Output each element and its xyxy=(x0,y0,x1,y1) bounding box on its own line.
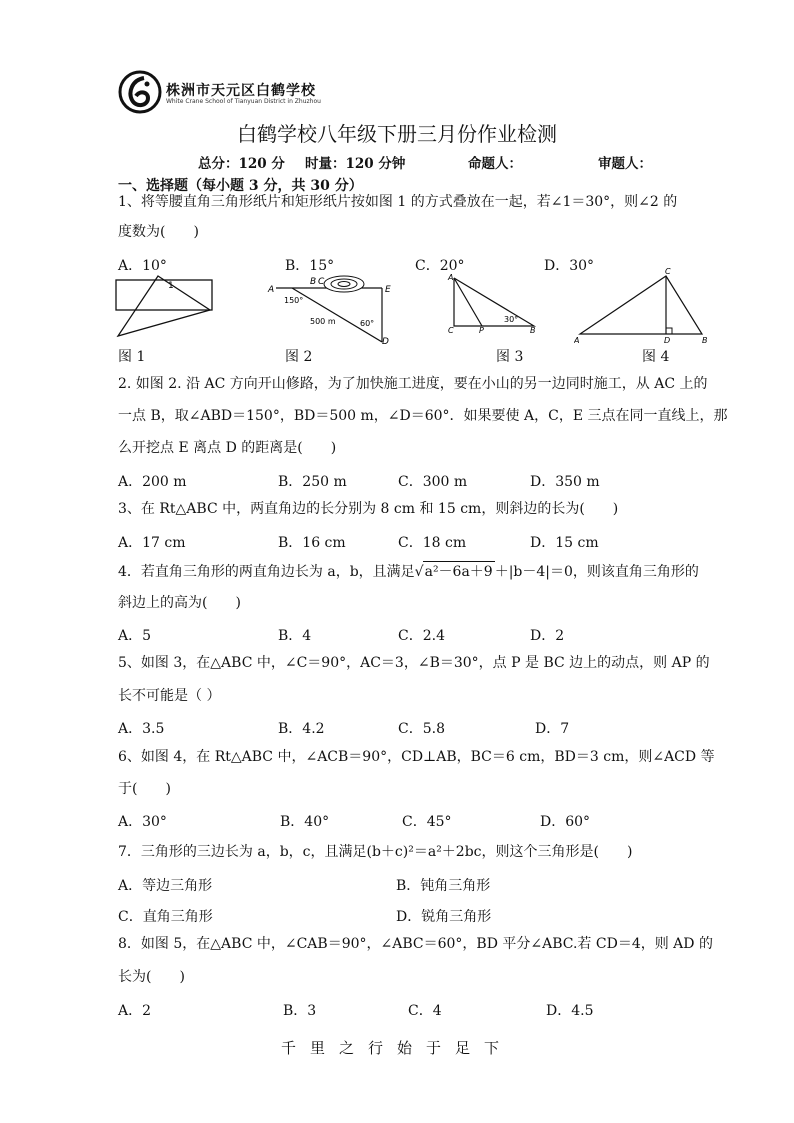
figure-4 xyxy=(574,266,710,346)
q2-option-b: B．250 m xyxy=(278,474,347,490)
q4-option-a: A．5 xyxy=(118,628,152,644)
q7-option-c: C．直角三角形 xyxy=(118,909,213,925)
q4-line2: 斜边上的高为( ) xyxy=(118,595,241,611)
fig4-label-d: D xyxy=(664,336,671,345)
figure-1-angle-label: 1 xyxy=(168,281,174,291)
q1-option-d: D．30° xyxy=(544,258,595,274)
q8-option-c: C．4 xyxy=(408,1003,442,1019)
fig2-angle-b: 150° xyxy=(284,296,304,305)
fig2-label-d: D xyxy=(382,337,389,346)
q7-option-b: B．钝角三角形 xyxy=(396,878,491,894)
q4-option-d: D．2 xyxy=(530,628,565,644)
page-title: 白鹤学校八年级下册三月份作业检测 xyxy=(237,122,557,146)
q5-option-d: D．7 xyxy=(535,721,570,737)
q3-option-c: C．18 cm xyxy=(398,535,467,551)
figure-4-caption: 图 4 xyxy=(642,349,670,365)
fig2-label-a: A xyxy=(268,285,275,295)
q8-option-a: A．2 xyxy=(118,1003,152,1019)
q5-option-c: C．5.8 xyxy=(398,721,445,737)
q6-line2: 于( ) xyxy=(118,781,171,797)
q4-text-post: ＋|b－4|＝0，则该直角三角形的 xyxy=(494,564,699,580)
figure-1-caption: 图 1 xyxy=(118,349,146,365)
fig2-label-e: E xyxy=(385,285,391,295)
q5-option-b: B．4.2 xyxy=(278,721,325,737)
q2-line2: 一点 B，取∠ABD＝150°，BD＝500 m，∠D＝60°．如果要使 A，C，E 三点在同一直线上，那 xyxy=(118,408,728,424)
fig3-label-a: A xyxy=(448,273,454,282)
q1-option-a: A．10° xyxy=(118,258,167,274)
q4-line1 xyxy=(118,561,699,582)
q8-line2: 长为( ) xyxy=(118,969,185,985)
figure-3-caption: 图 3 xyxy=(496,349,524,365)
q4-option-b: B．4 xyxy=(278,628,312,644)
fig3-label-c: C xyxy=(448,326,454,335)
figure-3 xyxy=(444,270,540,336)
q6-option-b: B．40° xyxy=(280,814,330,830)
q3-line1: 3、在 Rt△ABC 中，两直角边的长分别为 8 cm 和 15 cm，则斜边的长为( ) xyxy=(118,501,619,517)
q5-line1: 5、如图 3，在△ABC 中，∠C＝90°，AC＝3，∠B＝30°，点 P 是 BC 边上的动点，则 AP 的 xyxy=(118,655,710,671)
fig2-length: 500 m xyxy=(310,317,336,326)
total-score: 总分：120 分 xyxy=(198,156,285,172)
q4-text-pre: 4．若直角三角形的两直角边长为 a，b，且满足 xyxy=(118,564,415,580)
fig4-label-a: A xyxy=(574,336,580,345)
sqrt-sign-icon: √ xyxy=(414,564,424,580)
q2-option-c: C．300 m xyxy=(398,474,468,490)
fig2-label-c: C xyxy=(318,277,325,287)
q2-option-a: A．200 m xyxy=(118,474,187,490)
q3-option-a: A．17 cm xyxy=(118,535,186,551)
fig3-label-p: P xyxy=(479,326,484,335)
q6-option-d: D．60° xyxy=(540,814,591,830)
q4-radicand: a²－6a＋9 xyxy=(423,561,495,582)
fig2-angle-d: 60° xyxy=(360,319,375,328)
fig4-label-b: B xyxy=(702,336,708,345)
q8-option-b: B．3 xyxy=(283,1003,317,1019)
fig2-label-b: B xyxy=(310,277,317,287)
section-heading: 一、选择题（每小题 3 分，共 30 分） xyxy=(118,178,363,194)
q3-option-d: D．15 cm xyxy=(530,535,599,551)
q6-option-a: A．30° xyxy=(118,814,167,830)
q1-line2: 度数为( ) xyxy=(118,224,199,240)
school-logo xyxy=(118,70,162,114)
q8-line1: 8．如图 5，在△ABC 中，∠CAB＝90°，∠ABC＝60°，BD 平分∠ABC.若 CD＝4，则 AD 的 xyxy=(118,936,713,952)
q4-option-c: C．2.4 xyxy=(398,628,445,644)
q2-line3: 么开挖点 E 离点 D 的距离是( ) xyxy=(118,440,337,456)
fig3-angle-b: 30° xyxy=(504,315,519,324)
figure-2-caption: 图 2 xyxy=(285,349,313,365)
q8-option-d: D．4.5 xyxy=(546,1003,594,1019)
q7-option-a: A．等边三角形 xyxy=(118,878,213,894)
fig3-label-b: B xyxy=(530,326,536,335)
fig4-label-c: C xyxy=(665,267,671,276)
q1-option-c: C．20° xyxy=(415,258,465,274)
q7-option-d: D．锐角三角形 xyxy=(396,909,492,925)
q1-option-b: B．15° xyxy=(285,258,335,274)
q2-option-d: D．350 m xyxy=(530,474,600,490)
q7-line1: 7．三角形的三边长为 a，b，c，且满足(b＋c)²＝a²＋2bc，则这个三角形是( ) xyxy=(118,844,633,860)
setter-label: 命题人： xyxy=(468,156,522,172)
q3-option-b: B．16 cm xyxy=(278,535,346,551)
figure-2 xyxy=(262,270,392,346)
reviewer-label: 审题人： xyxy=(598,156,652,172)
q1-line1: 1、将等腰直角三角形纸片和矩形纸片按如图 1 的方式叠放在一起，若∠1＝30°，则∠2 的 xyxy=(118,194,678,210)
time-limit: 时量：120 分钟 xyxy=(305,156,406,172)
q5-option-a: A．3.5 xyxy=(118,721,165,737)
figure-1 xyxy=(110,272,220,344)
school-name-en: White Crane School of Tianyuan District in Zhuzhou xyxy=(166,98,321,105)
q5-line2: 长不可能是（ ） xyxy=(118,688,221,704)
footer-motto: 千里之行始于足下 xyxy=(280,1039,513,1057)
q6-option-c: C．45° xyxy=(402,814,452,830)
q6-line1: 6、如图 4，在 Rt△ABC 中，∠ACB＝90°，CD⊥AB，BC＝6 cm，BD＝3 cm，则∠ACD 等 xyxy=(118,749,715,765)
q2-line1: 2. 如图 2. 沿 AC 方向开山修路，为了加快施工进度，要在小山的另一边同时施工，从 AC 上的 xyxy=(118,376,708,392)
school-name-cn: 株洲市天元区白鹤学校 xyxy=(166,83,316,99)
